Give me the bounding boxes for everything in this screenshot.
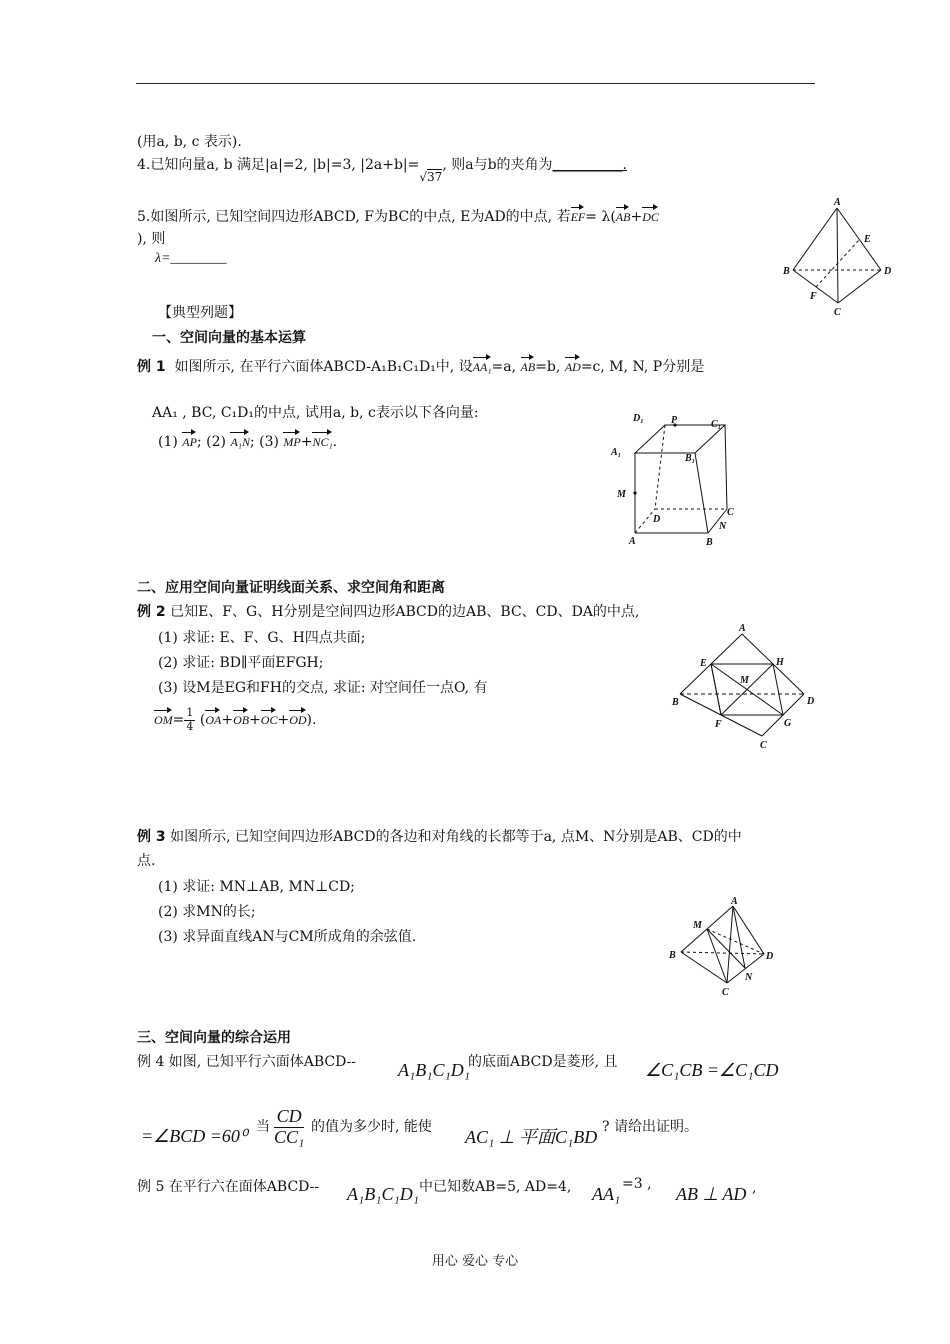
- label-C: C: [727, 507, 734, 518]
- q4-blank: __________.: [552, 157, 627, 173]
- ex3-item-2: (2) 求MN的长;: [158, 904, 256, 920]
- label-M: M: [693, 920, 702, 931]
- vector-OM: OM: [154, 706, 173, 728]
- label-N: N: [719, 521, 727, 532]
- ex2-item-3: (3) 设M是EG和FH的交点, 求证: 对空间任一点O, 有: [158, 680, 488, 696]
- q4-post: , 则a与b的夹角为: [442, 157, 553, 173]
- label-M: M: [617, 489, 626, 500]
- label-P: P: [671, 415, 678, 426]
- label-D: D: [766, 951, 774, 962]
- vector-AA1: AA₁: [473, 353, 492, 375]
- vector-OD: OD: [289, 706, 306, 728]
- ex1-semi1: ;: [196, 434, 202, 450]
- ex5-math-AA1: AA₁: [592, 1184, 621, 1204]
- example-2: [137, 601, 639, 621]
- example-3: [137, 826, 742, 846]
- ex1-eq-a: =a,: [491, 359, 517, 375]
- fraction-num-CD: CD: [274, 1107, 304, 1128]
- section-3-title: 三、空间向量的综合运用: [137, 1030, 291, 1046]
- label-C: C: [834, 307, 841, 318]
- ex1-line2: AA₁ , BC, C₁D₁的中点, 试用a, b, c表示以下各向量:: [152, 405, 479, 421]
- ex2-plus-3: +: [277, 712, 290, 728]
- ex2-item-1: (1) 求证: E、F、G、H四点共面;: [158, 630, 366, 646]
- section-2-title: 二、应用空间向量证明线面关系、求空间角和距离: [137, 580, 445, 596]
- quadrilateral-figure-ex2: [668, 620, 828, 755]
- q5-mid: = λ(: [585, 209, 616, 225]
- vector-OA: OA: [205, 706, 221, 728]
- label-F: F: [715, 719, 722, 730]
- vector-OB: OB: [233, 706, 249, 728]
- ex5-text-c: =3 ,: [622, 1176, 652, 1192]
- label-B: B: [783, 266, 790, 277]
- tetrahedron-figure-ex3: [665, 892, 785, 1002]
- vector-AD-ex1: AD: [565, 353, 581, 375]
- ex2-open: (: [199, 712, 206, 728]
- label-B1: B₁: [685, 453, 696, 464]
- ex1-p1: (1): [158, 434, 178, 450]
- page-footer: 用心 爱心 专心: [431, 1254, 519, 1269]
- label-A1: A₁: [611, 447, 622, 458]
- ex3-item-3: (3) 求异面直线AN与CM所成角的余弦值.: [158, 929, 417, 945]
- fraction-den-CC1: CC₁: [274, 1126, 305, 1147]
- vector-A1N: A₁N: [230, 428, 250, 450]
- ex3-item-1: (1) 求证: MN⊥AB, MN⊥CD;: [158, 879, 355, 895]
- header-rule: [136, 83, 815, 84]
- q5-plus: +: [630, 209, 643, 225]
- ex4-line1-b: 的底面ABCD是菱形, 且: [468, 1054, 618, 1070]
- label-G: G: [784, 718, 792, 729]
- ex5-math-perp: AB ⊥ AD: [676, 1184, 747, 1204]
- ex4-line1-a: 例 4 如图, 已知平行六面体ABCD--: [137, 1054, 357, 1070]
- ex3-label: 例 3: [137, 829, 166, 845]
- vector-DC: DC: [642, 203, 659, 225]
- vector-AB-ex1: AB: [521, 353, 536, 375]
- label-D: D: [884, 266, 892, 277]
- ex3-text-2: 点.: [137, 853, 156, 869]
- label-B: B: [669, 950, 676, 961]
- ex1-p3: (3): [259, 434, 279, 450]
- ex4-perpendicular: AC₁ ⊥ 平面C₁BD: [465, 1127, 598, 1147]
- label-C: C: [722, 987, 729, 998]
- section-1-title: 一、空间向量的基本运算: [152, 330, 306, 346]
- ex1-plus: +: [300, 434, 313, 450]
- ex5-math-A1B1C1D1: A₁B₁C₁D₁: [347, 1184, 420, 1204]
- ex1-end: .: [332, 434, 338, 450]
- top-line: (用a, b, c 表示).: [137, 134, 242, 150]
- label-A: A: [629, 536, 636, 547]
- vector-AP: AP: [182, 428, 197, 450]
- q5-text: 5.如图所示, 已知空间四边形ABCD, F为BC的中点, E为AD的中点, 若: [137, 209, 571, 225]
- ex4-fraction: [274, 1107, 304, 1148]
- ex3-text: 如图所示, 已知空间四边形ABCD的各边和对角线的长都等于a, 点M、N分别是AB、CD的中: [170, 829, 742, 845]
- fraction-1-4: $\frac{1}{4}$: [186, 706, 194, 733]
- ex4-math-A1B1C1D1: A₁B₁C₁D₁: [398, 1060, 471, 1080]
- tetrahedron-figure-q5: [780, 195, 900, 320]
- ex4-when: 当: [256, 1119, 270, 1135]
- ex1-eq-c: =c, M, N, P分别是: [580, 359, 705, 375]
- label-D: D: [653, 514, 661, 525]
- label-A: A: [731, 896, 738, 907]
- q4-pre: 4.已知向量a, b 满足|a|=2, |b|=3, |2a+b|=: [137, 157, 420, 173]
- ex2-close: ).: [306, 712, 317, 728]
- label-A: A: [739, 623, 746, 634]
- ex2-text: 已知E、F、G、H分别是空间四边形ABCD的边AB、BC、CD、DA的中点,: [170, 604, 640, 620]
- vector-EF: EF: [571, 203, 586, 225]
- ex4-line2-d: ? 请给出证明。: [602, 1119, 698, 1135]
- lambda-blank: λ=________: [155, 251, 227, 266]
- ex2-label: 例 2: [137, 604, 166, 620]
- label-H: H: [776, 657, 784, 668]
- q5-line2: ), 则: [137, 231, 166, 247]
- ex1-text: 如图所示, 在平行六面体ABCD-A₁B₁C₁D₁中, 设: [174, 359, 473, 375]
- label-D: D: [807, 696, 815, 707]
- label-D1: D₁: [633, 413, 644, 424]
- ex5-text-a: 例 5 在平行六在面体ABCD--: [137, 1179, 320, 1195]
- ex1-p2: (2): [206, 434, 226, 450]
- ex4-angle-equation: ∠C₁CB =∠C₁CD: [645, 1060, 779, 1080]
- label-C1: C₁: [711, 419, 722, 430]
- label-B: B: [672, 697, 679, 708]
- vector-AB: AB: [616, 203, 631, 225]
- ex2-eq: =: [172, 712, 185, 728]
- ex1-semi2: ;: [249, 434, 255, 450]
- label-N: N: [745, 972, 753, 983]
- ex4-angle-bcd: =∠BCD =60⁰: [141, 1126, 248, 1146]
- vector-MP: MP: [283, 428, 300, 450]
- ex5-text-d: ,: [752, 1180, 757, 1196]
- ex4-line2-c: 的值为多少时, 能使: [311, 1119, 432, 1135]
- label-F: F: [810, 291, 817, 302]
- vector-NC1: NC₁: [312, 428, 332, 450]
- sqrt-37: √37: [419, 170, 443, 184]
- parallelepiped-figure-ex1: [605, 405, 745, 550]
- ex1-label: 例 1: [137, 359, 166, 375]
- vector-OC: OC: [261, 706, 278, 728]
- label-E: E: [700, 658, 707, 669]
- label-M: M: [740, 675, 749, 686]
- example-1: [137, 353, 704, 376]
- section-header: 【典型列题】: [158, 305, 242, 321]
- label-C: C: [760, 740, 767, 751]
- point-M: [633, 491, 636, 494]
- ex5-text-b: 中已知数AB=5, AD=4,: [419, 1179, 572, 1195]
- ex1-parts: [158, 428, 337, 450]
- label-B: B: [706, 537, 713, 548]
- ex2-item-2: (2) 求证: BD∥平面EFGH;: [158, 655, 324, 671]
- question-5: [137, 203, 659, 226]
- label-E: E: [864, 234, 871, 245]
- ex2-plus-2: +: [249, 712, 261, 728]
- label-A: A: [834, 197, 841, 208]
- ex2-formula: [154, 706, 316, 733]
- ex1-eq-b: =b,: [535, 359, 561, 375]
- ex2-plus-1: +: [221, 712, 234, 728]
- question-4: [137, 154, 627, 184]
